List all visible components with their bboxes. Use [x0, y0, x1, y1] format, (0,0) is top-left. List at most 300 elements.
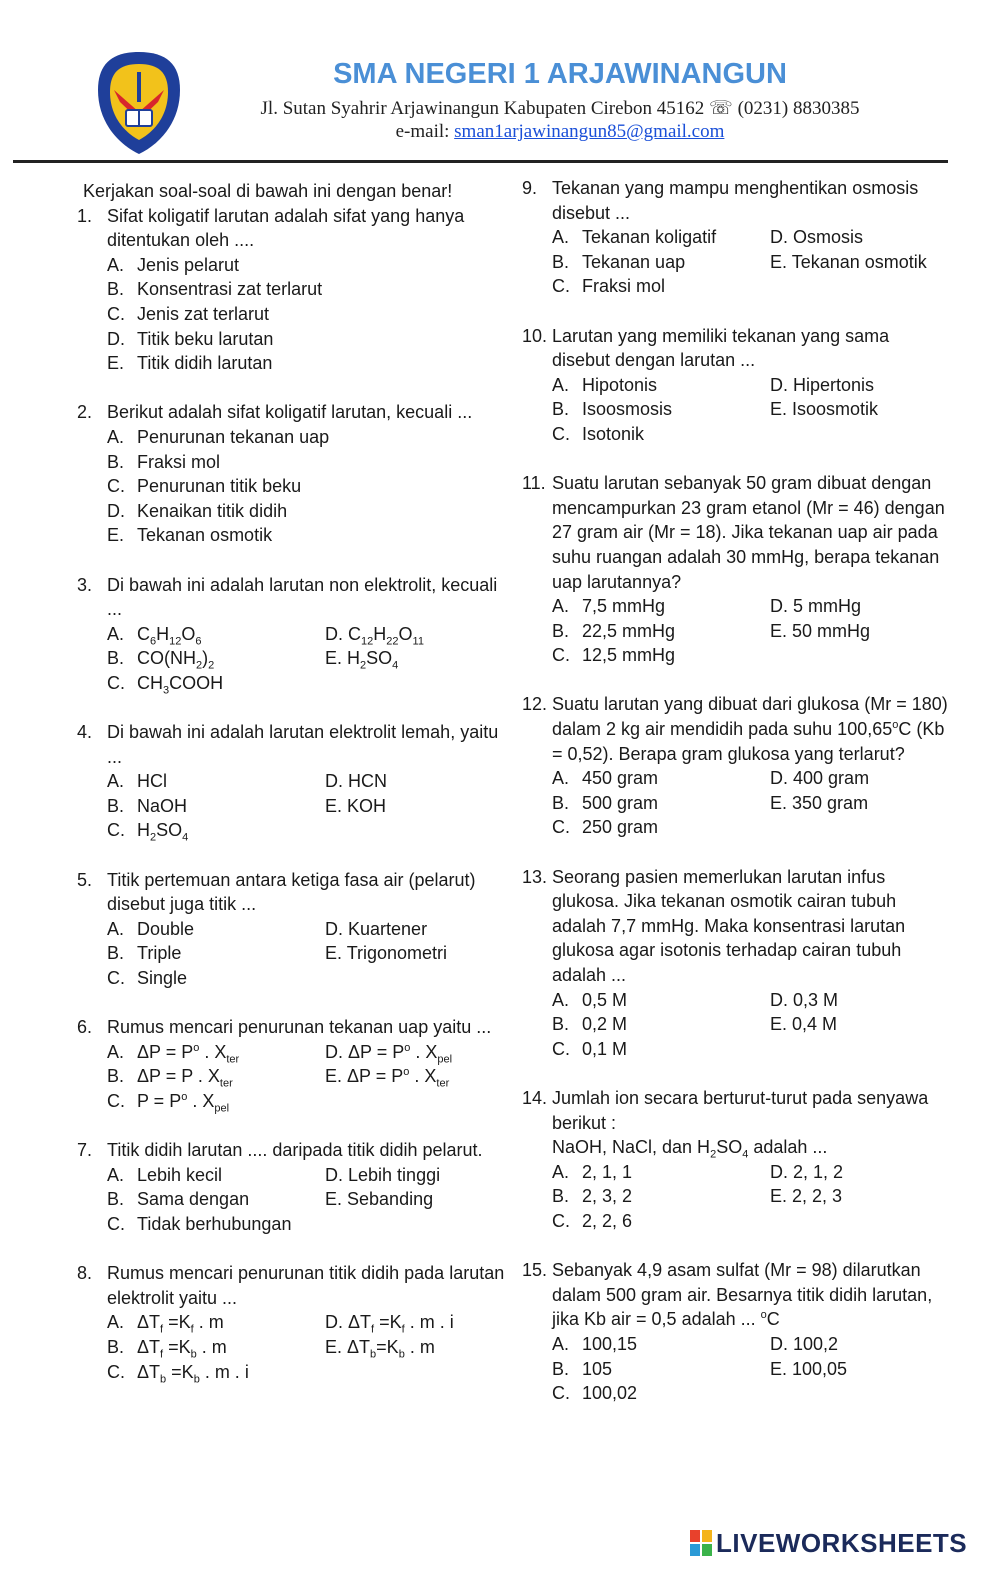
- option-text: 5 mmHg: [793, 596, 862, 617]
- question-13: [522, 865, 952, 1062]
- option-a[interactable]: [107, 1040, 325, 1065]
- option-letter: A.: [552, 227, 570, 248]
- option-letter: E.: [107, 353, 125, 374]
- answer-options: [77, 1310, 507, 1384]
- option-text: 105: [582, 1358, 613, 1379]
- option-e[interactable]: [325, 1187, 525, 1212]
- question-body: Suatu larutan yang dibuat dari glukosa (Mr = 180) dalam 2 kg air mendidih pada suhu 100,65$^o$C (Kb = 0,52). Berapa gram glukosa yang terlarut?: [552, 694, 948, 764]
- question-text: [522, 176, 952, 225]
- option-a[interactable]: [552, 225, 770, 250]
- option-text: 7,5 mmHg: [582, 596, 666, 617]
- option-letter: C.: [552, 276, 570, 297]
- option-text: Double: [137, 918, 195, 939]
- option-text: $\Delta T_b =K_b$ . m . i: [137, 1361, 249, 1386]
- option-e[interactable]: [770, 1012, 970, 1037]
- option-b[interactable]: [107, 794, 325, 819]
- option-text: $C_{12}H_{22}O_{11}$: [348, 623, 424, 648]
- option-text: 2, 2, 3: [792, 1186, 843, 1207]
- option-text: 250 gram: [582, 817, 659, 838]
- option-text: $C_6H_{12}O_6$: [137, 623, 202, 648]
- question-11: [522, 471, 952, 668]
- question-15: [522, 1258, 952, 1406]
- option-text: Titik beku larutan: [137, 328, 274, 349]
- option-letter: C.: [107, 820, 125, 841]
- option-letter: C.: [107, 1090, 125, 1111]
- question-body: Rumus mencari penurunan titik didih pada larutan elektrolit yaitu ...: [107, 1263, 505, 1308]
- option-letter: C.: [552, 423, 570, 444]
- option-text: 500 gram: [582, 792, 659, 813]
- option-letter: B.: [107, 943, 125, 964]
- option-c[interactable]: [552, 422, 770, 447]
- option-letter: E.: [325, 795, 348, 816]
- option-a[interactable]: [107, 917, 325, 942]
- question-body: Sebanyak 4,9 asam sulfat (Mr = 98) dilarutkan dalam 500 gram air. Besarnya titik didih larutan, jika Kb air = 0,5 adalah ... $^o$C: [552, 1260, 933, 1330]
- option-letter: B.: [107, 1336, 125, 1357]
- option-text: 0,4 M: [792, 1014, 838, 1035]
- question-text: [77, 868, 507, 917]
- option-c[interactable]: [552, 274, 770, 299]
- option-c[interactable]: [552, 1037, 770, 1062]
- option-d[interactable]: [770, 1160, 970, 1185]
- option-text: Tekanan osmotik: [137, 525, 273, 546]
- header-divider: [13, 160, 948, 163]
- option-b[interactable]: [552, 791, 770, 816]
- option-letter: C.: [552, 817, 570, 838]
- school-logo: [96, 50, 182, 156]
- option-e[interactable]: [770, 250, 970, 275]
- option-text: $\Delta T_f =K_f$ . m: [137, 1312, 224, 1336]
- option-text: ΔP = P . $X_{ter}$: [137, 1066, 233, 1090]
- option-letter: E.: [325, 1189, 348, 1210]
- option-b[interactable]: [107, 1187, 325, 1212]
- option-letter: D.: [107, 328, 125, 349]
- option-letter: C.: [107, 1361, 125, 1382]
- answer-options: [522, 1332, 952, 1406]
- option-b[interactable]: [107, 646, 325, 671]
- question-number: 8.: [77, 1263, 93, 1284]
- option-text: Tekanan koligatif: [582, 227, 717, 248]
- option-letter: A.: [107, 623, 125, 644]
- option-text: KOH: [347, 795, 387, 816]
- question-number: 1.: [77, 205, 93, 226]
- option-letter: E.: [325, 1336, 348, 1357]
- answer-options: [77, 622, 507, 696]
- question-10: [522, 324, 952, 447]
- option-letter: A.: [552, 1161, 570, 1182]
- option-text: 0,3 M: [793, 989, 839, 1010]
- option-letter: A.: [552, 1333, 570, 1354]
- option-b[interactable]: [107, 1064, 325, 1089]
- option-text: Single: [137, 968, 188, 988]
- option-letter: D.: [770, 768, 794, 789]
- option-letter: A.: [107, 1312, 125, 1333]
- option-letter: D.: [770, 596, 794, 617]
- question-text: [77, 204, 507, 253]
- option-letter: D.: [770, 1161, 794, 1182]
- option-letter: D.: [107, 500, 125, 521]
- school-email-line: [200, 121, 920, 143]
- answer-options: [522, 225, 952, 299]
- question-number: 4.: [77, 722, 93, 743]
- option-text: Hipertonis: [793, 374, 875, 395]
- question-text: [77, 1015, 507, 1040]
- option-a[interactable]: [552, 766, 770, 791]
- option-a[interactable]: [552, 988, 770, 1013]
- answer-options: [522, 594, 952, 668]
- option-letter: E.: [770, 792, 793, 813]
- option-text: Tidak berhubungan: [137, 1213, 292, 1234]
- option-text: 100,05: [792, 1358, 848, 1379]
- school-address: Jl. Sutan Syahrir Arjawinangun Kabupaten Cirebon 45162 ☏ (0231) 8830385: [260, 98, 860, 119]
- option-c[interactable]: [107, 474, 507, 499]
- option-e[interactable]: [325, 794, 525, 819]
- option-d[interactable]: [770, 594, 970, 619]
- email-link[interactable]: sman1arjawinangun85@gmail.com: [454, 121, 725, 142]
- question-number: 15.: [522, 1260, 548, 1281]
- question-number: 10.: [522, 325, 548, 346]
- option-text: Sebanding: [347, 1189, 434, 1210]
- option-text: Jenis pelarut: [137, 254, 240, 275]
- answer-options: [522, 988, 952, 1062]
- option-text: Osmosis: [793, 227, 864, 248]
- option-e[interactable]: [325, 1064, 525, 1089]
- option-letter: A.: [107, 1041, 125, 1062]
- option-text: 2, 3, 2: [582, 1186, 633, 1207]
- answer-options: [522, 766, 952, 840]
- option-a[interactable]: [107, 769, 325, 794]
- option-e[interactable]: [325, 941, 525, 966]
- question-number: 9.: [522, 178, 538, 198]
- question-body: Tekanan yang mampu menghentikan osmosis disebut ...: [552, 178, 919, 223]
- option-letter: E.: [770, 399, 793, 420]
- option-text: $H_2SO_4$: [137, 820, 189, 845]
- option-text: Tekanan uap: [582, 251, 686, 272]
- option-text: Triple: [137, 943, 182, 964]
- option-c[interactable]: [552, 643, 770, 668]
- question-text: [77, 720, 507, 769]
- option-letter: B.: [552, 792, 570, 813]
- option-letter: A.: [107, 426, 125, 447]
- option-text: Hipotonis: [582, 374, 658, 395]
- answer-options: [77, 769, 507, 843]
- option-b[interactable]: [107, 450, 507, 475]
- option-text: 12,5 mmHg: [582, 645, 676, 666]
- question-number: 2.: [77, 402, 93, 423]
- question-body: Sifat koligatif larutan adalah sifat yang hanya ditentukan oleh ....: [107, 205, 465, 251]
- option-text: Titik didih larutan: [137, 353, 273, 374]
- option-text: Sama dengan: [137, 1189, 250, 1210]
- option-text: 0,5 M: [582, 989, 628, 1010]
- option-b[interactable]: [107, 277, 507, 302]
- option-text: 400 gram: [793, 768, 870, 789]
- instruction: Kerjakan soal-soal di bawah ini dengan benar!: [83, 181, 453, 201]
- school-name: SMA NEGERI 1 ARJAWINANGUN: [333, 58, 787, 90]
- option-text: 450 gram: [582, 768, 659, 789]
- option-text: $CO(NH_2)_2$: [137, 648, 215, 672]
- option-c[interactable]: [107, 671, 325, 696]
- option-text: Penurunan tekanan uap: [137, 426, 330, 447]
- option-e[interactable]: [770, 791, 970, 816]
- question-3: [77, 573, 507, 696]
- option-letter: E.: [770, 1358, 793, 1379]
- option-c[interactable]: [107, 1360, 325, 1385]
- question-text: [77, 1261, 507, 1310]
- option-letter: D.: [770, 1333, 794, 1354]
- option-letter: D.: [325, 918, 349, 939]
- answer-options: [77, 1040, 507, 1114]
- option-text: Kenaikan titik didih: [137, 500, 288, 521]
- option-d[interactable]: [770, 225, 970, 250]
- option-letter: A.: [107, 1164, 125, 1185]
- option-letter: E.: [325, 1066, 348, 1087]
- option-text: Isoosmosis: [582, 399, 673, 420]
- question-7: [77, 1138, 507, 1236]
- option-b[interactable]: [552, 250, 770, 275]
- option-a[interactable]: [552, 1160, 770, 1185]
- option-b[interactable]: [552, 1184, 770, 1209]
- page-header: [0, 0, 1000, 165]
- option-d[interactable]: [107, 499, 507, 524]
- option-letter: B.: [107, 648, 125, 669]
- question-body: Rumus mencari penurunan tekanan uap yaitu ...: [107, 1017, 492, 1038]
- option-b[interactable]: [552, 397, 770, 422]
- option-text: $\Delta T_f =K_b$ . m: [137, 1336, 227, 1361]
- question-14: [522, 1086, 952, 1234]
- question-number: 7.: [77, 1140, 93, 1161]
- liveworksheets-wordmark: LIVEWORKSHEETS: [716, 1528, 968, 1558]
- question-body: Titik didih larutan .... daripada titik didih pelarut.: [107, 1140, 483, 1161]
- option-letter: A.: [552, 596, 570, 617]
- option-e[interactable]: [325, 1335, 525, 1360]
- option-letter: B.: [107, 279, 125, 300]
- question-text: [522, 1258, 952, 1332]
- option-e[interactable]: [770, 619, 970, 644]
- option-letter: D.: [325, 1164, 349, 1185]
- question-number: 6.: [77, 1017, 93, 1038]
- answer-options: [77, 917, 507, 991]
- option-text: 22,5 mmHg: [582, 620, 676, 641]
- option-b[interactable]: [552, 619, 770, 644]
- option-letter: C.: [552, 1383, 570, 1404]
- question-number: 5.: [77, 869, 93, 890]
- option-letter: A.: [107, 918, 125, 939]
- option-text: 2, 1, 2: [793, 1161, 844, 1182]
- option-letter: C.: [107, 672, 125, 693]
- option-text: $\Delta P = P^o$ . $X_{ter}$: [347, 1066, 450, 1090]
- option-letter: C.: [552, 1038, 570, 1059]
- question-body: Jumlah ion secara berturut-turut pada senyawa berikut : NaOH, NaCl, dan $H_2SO_4$ adalah ...: [552, 1087, 929, 1161]
- option-text: Tekanan osmotik: [791, 251, 927, 272]
- question-text: [522, 471, 952, 594]
- option-c[interactable]: [552, 1209, 770, 1234]
- option-letter: E.: [770, 1186, 793, 1207]
- option-d[interactable]: [325, 769, 525, 794]
- option-letter: A.: [552, 374, 570, 395]
- option-text: Isotonik: [582, 423, 645, 444]
- option-e[interactable]: [107, 523, 507, 548]
- option-a[interactable]: [552, 373, 770, 398]
- question-body: Di bawah ini adalah larutan non elektrolit, kecuali ...: [107, 574, 498, 620]
- liveworksheets-logo: [690, 1528, 990, 1558]
- answer-options: [77, 253, 507, 376]
- option-letter: A.: [107, 771, 125, 792]
- option-e[interactable]: [770, 1184, 970, 1209]
- option-text: Penurunan titik beku: [137, 476, 302, 497]
- question-text: [522, 1086, 952, 1160]
- question-text: [522, 692, 952, 766]
- question-number: 14.: [522, 1087, 548, 1108]
- option-c[interactable]: [107, 1089, 325, 1114]
- question-9: [522, 176, 952, 299]
- option-b[interactable]: [552, 1357, 770, 1382]
- option-letter: B.: [552, 1014, 570, 1035]
- option-c[interactable]: [552, 815, 770, 840]
- right-column: [522, 176, 952, 1430]
- option-text: Fraksi mol: [137, 451, 221, 472]
- option-text: Trigonometri: [346, 943, 448, 964]
- option-c[interactable]: [107, 966, 325, 991]
- option-d[interactable]: [325, 1040, 525, 1065]
- question-4: [77, 720, 507, 843]
- option-c[interactable]: [107, 818, 325, 843]
- option-a[interactable]: [552, 594, 770, 619]
- left-column: [77, 176, 507, 1409]
- option-text: Isoosmotik: [792, 399, 879, 420]
- option-letter: B.: [107, 795, 125, 816]
- option-letter: D.: [770, 989, 794, 1010]
- question-body: Berikut adalah sifat koligatif larutan, kecuali ...: [107, 402, 473, 423]
- option-e[interactable]: [770, 397, 970, 422]
- question-5: [77, 868, 507, 991]
- option-letter: C.: [107, 303, 125, 324]
- answer-options: [522, 373, 952, 447]
- question-number: 13.: [522, 866, 548, 887]
- option-b[interactable]: [107, 941, 325, 966]
- question-text: [522, 324, 952, 373]
- option-c[interactable]: [552, 1381, 770, 1406]
- option-a[interactable]: [107, 253, 507, 278]
- option-text: 2, 2, 6: [582, 1210, 633, 1231]
- question-6: [77, 1015, 507, 1113]
- option-text: 50 mmHg: [792, 620, 871, 641]
- option-d[interactable]: [325, 1310, 525, 1335]
- answer-options: [77, 425, 507, 548]
- question-1: [77, 204, 507, 376]
- option-letter: B.: [552, 1358, 570, 1379]
- option-letter: E.: [770, 620, 793, 641]
- option-letter: A.: [552, 989, 570, 1010]
- option-text: 350 gram: [792, 792, 869, 813]
- option-letter: D.: [770, 227, 794, 248]
- option-d[interactable]: [325, 1163, 525, 1188]
- option-text: $H_2SO_4$: [347, 648, 399, 672]
- question-8: [77, 1261, 507, 1384]
- question-body: Titik pertemuan antara ketiga fasa air (pelarut) disebut juga titik ...: [107, 869, 476, 915]
- answer-options: [522, 1160, 952, 1234]
- option-letter: E.: [325, 943, 347, 964]
- option-text: Jenis zat terlarut: [137, 303, 270, 324]
- answer-options: [77, 1163, 507, 1237]
- option-text: $P = P^o$ . $X_{pel}$: [137, 1090, 230, 1115]
- option-letter: D.: [770, 374, 794, 395]
- option-text: $\Delta P = P^o$ . $X_{ter}$: [137, 1041, 240, 1066]
- option-letter: D.: [325, 1312, 349, 1333]
- option-text: 100,02: [582, 1383, 638, 1404]
- question-text: [77, 573, 507, 622]
- question-number: 3.: [77, 574, 93, 595]
- option-d[interactable]: [107, 327, 507, 352]
- option-text: $\Delta T_f =K_f$ . m . i: [348, 1312, 454, 1336]
- option-text: 100,15: [582, 1333, 638, 1354]
- option-d[interactable]: [770, 766, 970, 791]
- option-a[interactable]: [552, 1332, 770, 1357]
- option-a[interactable]: [107, 425, 507, 450]
- option-text: Konsentrasi zat terlarut: [137, 279, 323, 300]
- question-number: 12.: [522, 694, 548, 715]
- question-body: Di bawah ini adalah larutan elektrolit lemah, yaitu ...: [107, 722, 499, 767]
- option-e[interactable]: [107, 351, 507, 376]
- option-letter: C.: [552, 1210, 570, 1231]
- option-letter: C.: [107, 1213, 125, 1234]
- option-text: 2, 1, 1: [582, 1161, 633, 1182]
- option-letter: D.: [325, 1041, 349, 1062]
- option-letter: C.: [107, 476, 125, 497]
- option-text: $\Delta P = P^o$ . $X_{pel}$: [348, 1041, 453, 1066]
- option-c[interactable]: [107, 302, 507, 327]
- option-letter: E.: [325, 648, 348, 669]
- option-d[interactable]: [770, 988, 970, 1013]
- option-letter: E.: [770, 1014, 793, 1035]
- question-2: [77, 400, 507, 548]
- option-b[interactable]: [552, 1012, 770, 1037]
- question-body: Seorang pasien memerlukan larutan infus glukosa. Jika tekanan osmotik cairan tubuh adalah 7,7 mmHg. Maka konsentrasi larutan glukosa agar isotonis terhadap cairan tubuh adalah ...: [552, 866, 906, 985]
- option-b[interactable]: [107, 1335, 325, 1360]
- option-letter: B.: [552, 399, 570, 420]
- option-text: 0,2 M: [582, 1014, 628, 1035]
- option-d[interactable]: [325, 622, 525, 647]
- option-letter: B.: [107, 451, 125, 472]
- question-body: Larutan yang memiliki tekanan yang sama disebut dengan larutan ...: [552, 325, 890, 371]
- option-d[interactable]: [770, 1332, 970, 1357]
- option-text: HCl: [137, 771, 167, 792]
- liveworksheets-icon: [690, 1530, 712, 1556]
- option-text: Kuartener: [348, 918, 428, 939]
- option-e[interactable]: [770, 1357, 970, 1382]
- option-d[interactable]: [770, 373, 970, 398]
- option-letter: B.: [107, 1189, 125, 1210]
- question-text: [77, 400, 507, 425]
- option-letter: A.: [107, 254, 125, 275]
- option-letter: D.: [325, 623, 349, 644]
- option-letter: C.: [552, 645, 570, 666]
- option-letter: E.: [107, 525, 125, 546]
- option-text: 100,2: [793, 1333, 839, 1354]
- option-c[interactable]: [107, 1212, 325, 1237]
- option-letter: E.: [770, 251, 792, 272]
- option-text: HCN: [348, 771, 388, 792]
- option-a[interactable]: [107, 1310, 325, 1335]
- option-text: Lebih tinggi: [348, 1164, 441, 1185]
- option-text: Lebih kecil: [137, 1164, 223, 1185]
- question-number: 11.: [522, 473, 546, 494]
- option-a[interactable]: [107, 622, 325, 647]
- option-a[interactable]: [107, 1163, 325, 1188]
- option-letter: B.: [552, 251, 570, 272]
- option-e[interactable]: [325, 646, 525, 671]
- option-text: 0,1 M: [582, 1038, 628, 1059]
- option-d[interactable]: [325, 917, 525, 942]
- option-letter: D.: [325, 771, 349, 792]
